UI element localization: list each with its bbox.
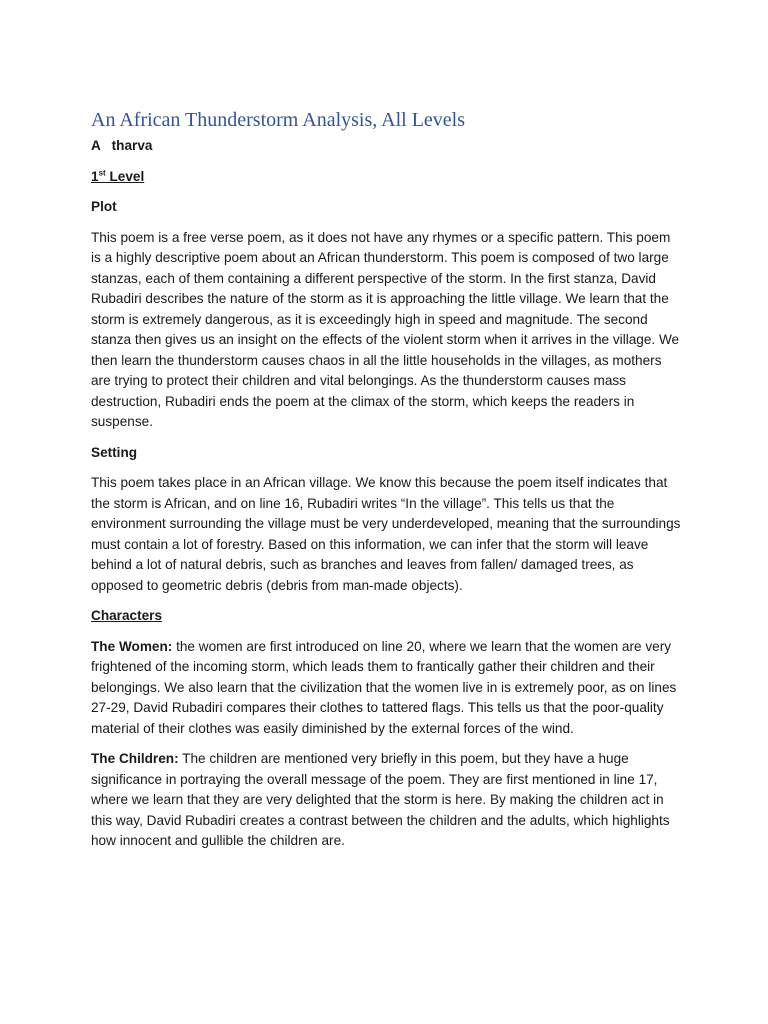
children-text: The children are mentioned very briefly in this poem, but they have a huge significance in portraying the overall message of the poem. They are first mentioned in line 17, where we learn that they are very delighted that the storm is here. By making the children act in this way, David Rubadiri creates a contrast between the children and the adults, which highlights how innocent and gullible the children are. xyxy=(91,751,670,848)
women-label: The Women: xyxy=(91,638,173,654)
plot-heading: Plot xyxy=(91,199,117,214)
level-suffix: st xyxy=(98,167,106,177)
children-label: The Children: xyxy=(91,751,179,766)
setting-heading: Setting xyxy=(91,444,138,460)
setting-paragraph: This poem takes place in an African village. We know this because the poem itself indicates that the storm is African, and on line 16, Rubadiri writes “In the village”. This tells us that the environment surrounding the village must be very underdeveloped, meaning that the surroundings must contain a lot of forestry. Based on this information, we can infer that the storm will leave behind a lot of natural debris, such as branches and leaves from fallen/ damaged trees, as opposed to geometric debris (debris from man-made objects). xyxy=(91,475,681,593)
level-number: 1 xyxy=(91,168,99,184)
children-paragraph xyxy=(91,749,681,852)
level-heading xyxy=(91,167,681,188)
women-text: the women are first introduced on line 20, where we learn that the women are very frightened of the incoming storm, which leads them to frantically gather their children and their belongings. We also learn that the civilization that the women live in is extremely poor, as on lines 27-29, David Rubadiri compares their clothes to tattered flags. This tells us that the poor-quality material of their clothes was easily diminished by the external forces of the wind. xyxy=(91,638,677,736)
women-paragraph xyxy=(91,637,681,740)
plot-paragraph: This poem is a free verse poem, as it does not have any rhymes or a specific pattern. This poem is a highly descriptive poem about an African thunderstorm. This poem is composed of two large stanzas, each of them containing a different perspective of the storm. In the first stanza, David Rubadiri describes the nature of the storm as it is approaching the little village. We learn that the storm is extremely dangerous, as it is exceedingly high in speed and magnitude. The second stanza then gives us an insight on the effects of the violent storm when it arrives in the village. We then learn the thunderstorm causes chaos in all the little households in the villages, as mothers are trying to protect their children and vital belongings. As the thunderstorm causes mass destruction, Rubadiri ends the poem at the climax of the storm, which keeps the readers in suspense. xyxy=(91,229,680,429)
document-body xyxy=(91,106,681,862)
author-line: A tharva xyxy=(91,138,153,153)
characters-heading: Characters xyxy=(91,608,163,623)
document-title: An African Thunderstorm Analysis, All Levels xyxy=(91,109,466,131)
level-word: Level xyxy=(105,168,145,184)
